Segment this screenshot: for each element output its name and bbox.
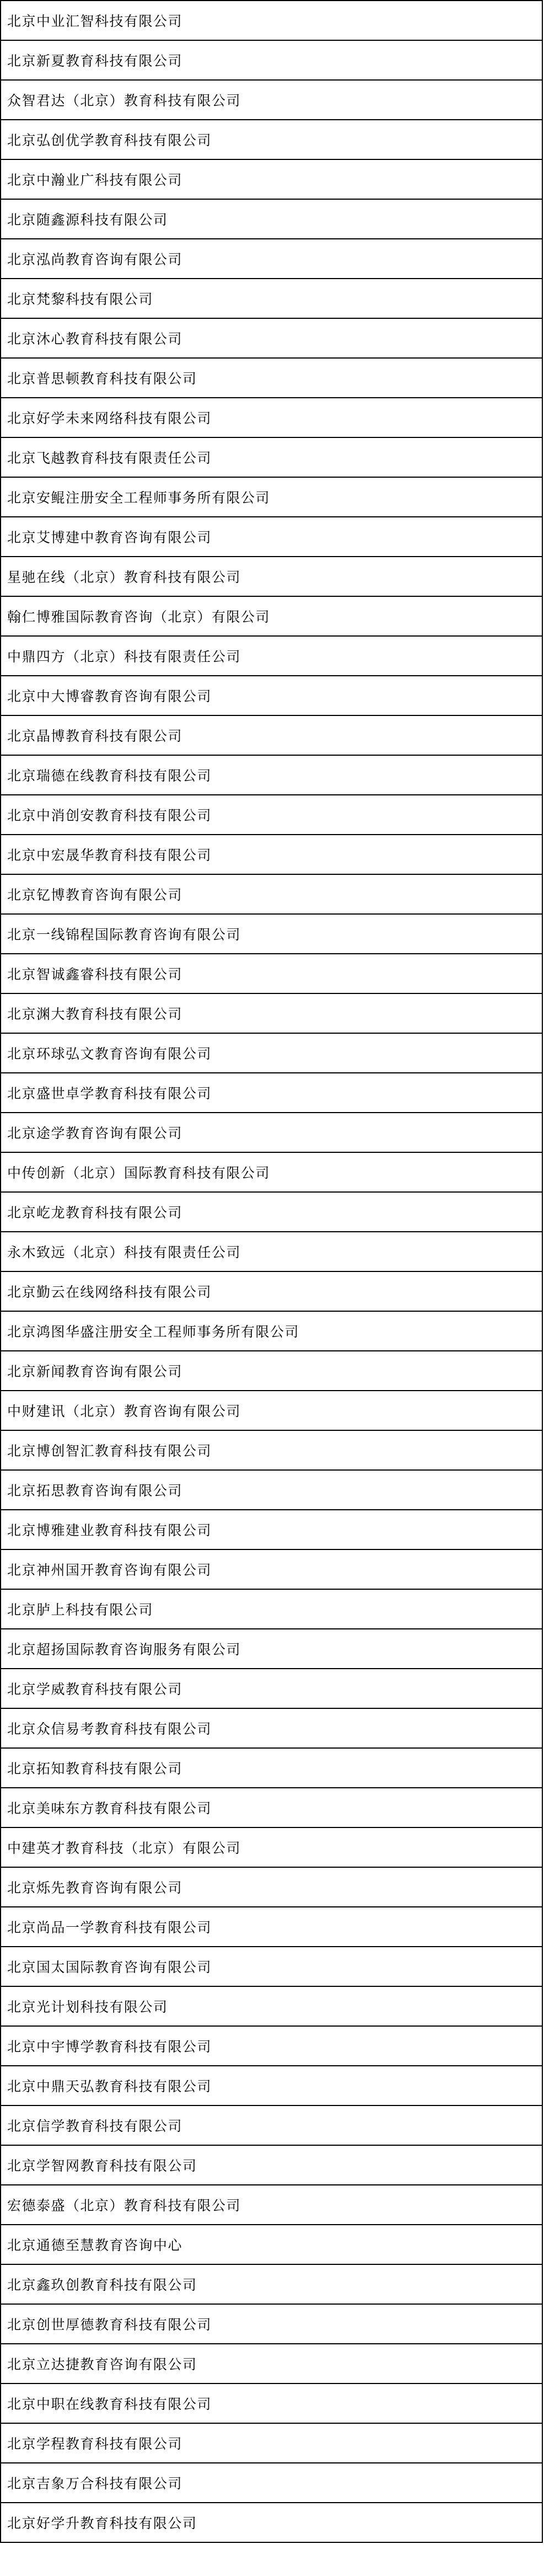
table-row: 北京瑞德在线教育科技有限公司: [1, 756, 542, 795]
table-row: 北京新闻教育咨询有限公司: [1, 1351, 542, 1391]
table-row: 北京钇博教育咨询有限公司: [1, 875, 542, 915]
table-row: 北京美味东方教育科技有限公司: [1, 1788, 542, 1828]
table-row: 众智君达（北京）教育科技有限公司: [1, 81, 542, 120]
table-row: 北京中业汇智科技有限公司: [1, 1, 542, 41]
table-row: 北京途学教育咨询有限公司: [1, 1113, 542, 1153]
table-row: 北京沐心教育科技有限公司: [1, 319, 542, 359]
table-row: 北京环球弘文教育咨询有限公司: [1, 1034, 542, 1073]
table-row: 宏德泰盛（北京）教育科技有限公司: [1, 2185, 542, 2225]
table-row: 北京拓知教育科技有限公司: [1, 1749, 542, 1788]
table-row: 北京弘创优学教育科技有限公司: [1, 120, 542, 160]
table-row: 北京好学未来网络科技有限公司: [1, 398, 542, 438]
table-row: 北京通德至慧教育咨询中心: [1, 2225, 542, 2265]
table-row: 北京渊大教育科技有限公司: [1, 994, 542, 1034]
table-row: 北京国太国际教育咨询有限公司: [1, 1947, 542, 1987]
table-row: 北京尚品一学教育科技有限公司: [1, 1907, 542, 1947]
table-row: 北京普思顿教育科技有限公司: [1, 359, 542, 398]
table-row: 北京飞越教育科技有限责任公司: [1, 438, 542, 478]
table-row: 北京中大博睿教育咨询有限公司: [1, 676, 542, 716]
table-row: 中鼎四方（北京）科技有限责任公司: [1, 637, 542, 676]
table-row: 北京勤云在线网络科技有限公司: [1, 1272, 542, 1312]
table-row: 北京好学升教育科技有限公司: [1, 2503, 542, 2543]
table-row: 中财建讯（北京）教育咨询有限公司: [1, 1391, 542, 1431]
table-row: 北京光计划科技有限公司: [1, 1987, 542, 2027]
table-row: 北京安鲲注册安全工程师事务所有限公司: [1, 478, 542, 517]
table-row: 北京学程教育科技有限公司: [1, 2424, 542, 2463]
table-row: 北京拓思教育咨询有限公司: [1, 1471, 542, 1510]
table-row: 北京随鑫源科技有限公司: [1, 200, 542, 239]
table-row: 翰仁博雅国际教育咨询（北京）有限公司: [1, 597, 542, 637]
table-row: 北京中宇博学教育科技有限公司: [1, 2027, 542, 2066]
table-row: 北京屹龙教育科技有限公司: [1, 1193, 542, 1232]
table-row: 北京中职在线教育科技有限公司: [1, 2384, 542, 2424]
table-row: 北京学智网教育科技有限公司: [1, 2146, 542, 2185]
table-row: 北京中宏晟华教育科技有限公司: [1, 835, 542, 875]
table-row: 星驰在线（北京）教育科技有限公司: [1, 557, 542, 597]
table-row: 北京烁先教育咨询有限公司: [1, 1868, 542, 1907]
table-row: 北京盛世卓学教育科技有限公司: [1, 1073, 542, 1113]
table-row: 北京超扬国际教育咨询服务有限公司: [1, 1629, 542, 1669]
table-row: 北京信学教育科技有限公司: [1, 2106, 542, 2146]
table-row: 北京泓尚教育咨询有限公司: [1, 239, 542, 279]
table-row: 北京胪上科技有限公司: [1, 1590, 542, 1629]
table-row: 北京鸿图华盛注册安全工程师事务所有限公司: [1, 1312, 542, 1351]
table-row: 北京立达捷教育咨询有限公司: [1, 2344, 542, 2384]
table-row: 北京梵黎科技有限公司: [1, 279, 542, 319]
table-row: 北京鑫玖创教育科技有限公司: [1, 2265, 542, 2305]
table-row: 北京吉象万合科技有限公司: [1, 2463, 542, 2503]
table-row: 中传创新（北京）国际教育科技有限公司: [1, 1153, 542, 1193]
table-row: 北京晶博教育科技有限公司: [1, 716, 542, 756]
table-row: 北京中瀚业广科技有限公司: [1, 160, 542, 200]
table-row: 北京博雅建业教育科技有限公司: [1, 1510, 542, 1550]
table-row: 北京新夏教育科技有限公司: [1, 41, 542, 81]
table-row: 北京创世厚德教育科技有限公司: [1, 2305, 542, 2344]
table-row: 北京中消创安教育科技有限公司: [1, 795, 542, 835]
table-row: 永木致远（北京）科技有限责任公司: [1, 1232, 542, 1272]
table-row: 北京学威教育科技有限公司: [1, 1669, 542, 1709]
table-row: 中建英才教育科技（北京）有限公司: [1, 1828, 542, 1868]
table-row: 北京众信易考教育科技有限公司: [1, 1709, 542, 1749]
table-row: 北京中鼎天弘教育科技有限公司: [1, 2066, 542, 2106]
table-row: 北京一线锦程国际教育咨询有限公司: [1, 915, 542, 954]
table-row: 北京博创智汇教育科技有限公司: [1, 1431, 542, 1471]
table-row: 北京智诚鑫睿科技有限公司: [1, 954, 542, 994]
table-row: 北京艾博建中教育咨询有限公司: [1, 517, 542, 557]
table-row: 北京神州国开教育咨询有限公司: [1, 1550, 542, 1590]
